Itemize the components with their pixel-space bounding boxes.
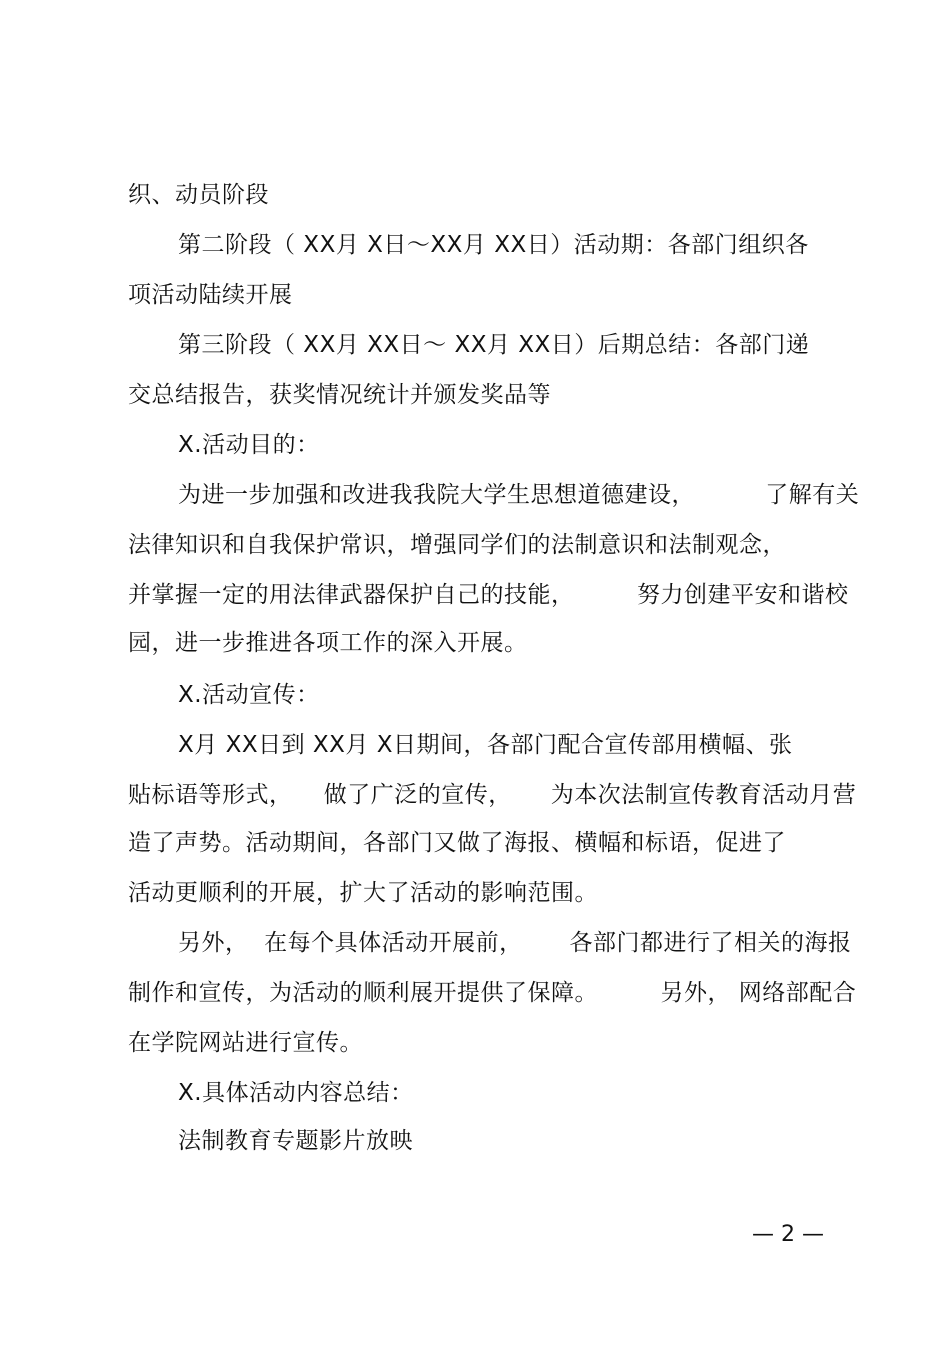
section-heading: X.活动目的： <box>178 432 320 458</box>
text-line: 织、动员阶段 <box>128 182 269 208</box>
text-line: 法律知识和自我保护常识，增强同学们的法制意识和法制观念， <box>128 532 786 558</box>
text-line: 为进一步加强和改进我我院大学生思想道德建设， 了解有关 <box>178 482 860 508</box>
text-line: 园，进一步推进各项工作的深入开展。 <box>128 630 528 656</box>
text-line: 交总结报告，获奖情况统计并颁发奖品等 <box>128 382 551 408</box>
text-line: 造了声势。活动期间，各部门又做了海报、横幅和标语，促进了 <box>128 830 786 856</box>
text-line: 制作和宣传，为活动的顺利展开提供了保障。 另外， 网络部配合 <box>128 980 857 1006</box>
section-heading: X.具体活动内容总结： <box>178 1080 414 1106</box>
text-line: X月 XX日到 XX月 X日期间，各部门配合宣传部用横幅、张 <box>178 732 793 758</box>
text-line: 在学院网站进行宣传。 <box>128 1030 363 1056</box>
text-line: 贴标语等形式， 做了广泛的宣传， 为本次法制宣传教育活动月营 <box>128 782 857 808</box>
text-line: 项活动陆续开展 <box>128 282 293 308</box>
page-number: — 2 — <box>752 1222 824 1247</box>
text-line: 另外， 在每个具体活动开展前， 各部门都进行了相关的海报 <box>178 930 852 956</box>
text-line: 第二阶段（ XX月 X日～XX月 XX日）活动期：各部门组织各 <box>178 232 809 258</box>
text-line: 并掌握一定的用法律武器保护自己的技能， 努力创建平安和谐校 <box>128 582 849 608</box>
text-line: 活动更顺利的开展，扩大了活动的影响范围。 <box>128 880 598 906</box>
text-line: 法制教育专题影片放映 <box>178 1128 413 1154</box>
section-heading: X.活动宣传： <box>178 682 320 708</box>
text-line: 第三阶段（ XX月 XX日～ XX月 XX日）后期总结：各部门递 <box>178 332 810 358</box>
